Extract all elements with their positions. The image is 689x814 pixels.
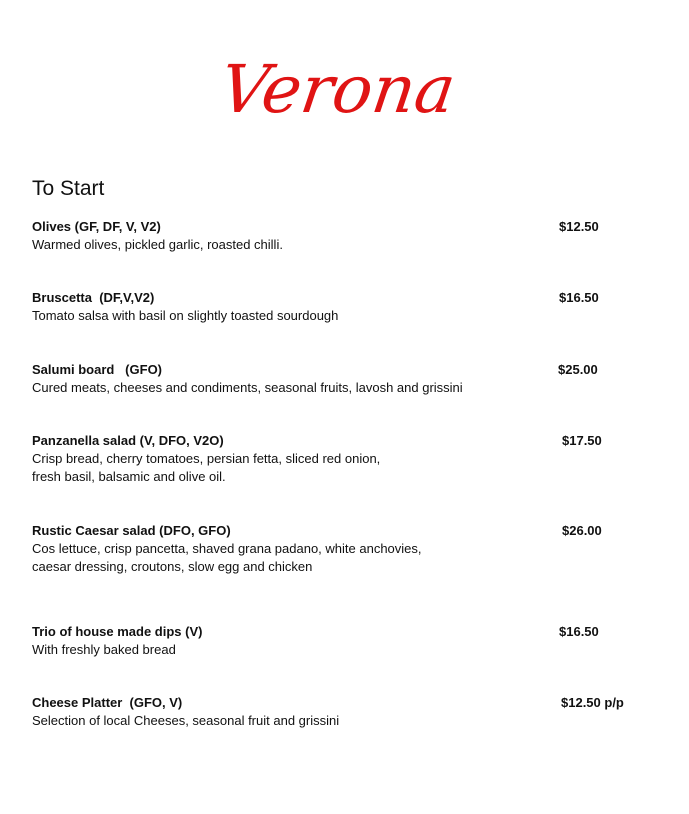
item-name: Trio of house made dips (V) bbox=[32, 624, 203, 639]
item-price: $12.50 p/p bbox=[561, 695, 624, 710]
verona-logo-text: Verona bbox=[214, 50, 460, 128]
item-description bbox=[32, 540, 652, 576]
item-name: Rustic Caesar salad (DFO, GFO) bbox=[32, 523, 231, 538]
verona-logo-script bbox=[214, 38, 460, 128]
menu-item-salumi-board bbox=[32, 361, 652, 397]
menu-item-trio-of-dips bbox=[32, 623, 652, 659]
item-price: $16.50 bbox=[559, 624, 599, 639]
item-description-line: Selection of local Cheeses, seasonal fruit and grissini bbox=[32, 713, 340, 728]
item-description-line: Tomato salsa with basil on slightly toasted sourdough bbox=[32, 308, 339, 323]
item-description-line: Warmed olives, pickled garlic, roasted chilli. bbox=[32, 237, 283, 252]
section-title: To Start bbox=[32, 177, 105, 200]
item-description-line: Cos lettuce, crisp pancetta, shaved grana padano, white anchovies, bbox=[32, 541, 422, 556]
verona-logo bbox=[0, 38, 689, 128]
item-description bbox=[32, 307, 652, 325]
item-name: Salumi board (GFO) bbox=[32, 362, 163, 377]
menu-item-olives bbox=[32, 218, 652, 254]
item-name: Panzanella salad (V, DFO, V2O) bbox=[32, 433, 224, 448]
item-description-line: Crisp bread, cherry tomatoes, persian fetta, sliced red onion, bbox=[32, 451, 381, 466]
item-price: $25.00 bbox=[558, 362, 598, 377]
item-description-line: Cured meats, cheeses and condiments, seasonal fruits, lavosh and grissini bbox=[32, 380, 463, 395]
item-description bbox=[32, 379, 652, 397]
item-description-line: caesar dressing, croutons, slow egg and chicken bbox=[32, 559, 313, 574]
item-description bbox=[32, 712, 652, 730]
menu-item-cheese-platter bbox=[32, 694, 652, 730]
item-price: $12.50 bbox=[559, 219, 599, 234]
item-name: Olives (GF, DF, V, V2) bbox=[32, 219, 161, 234]
item-price: $26.00 bbox=[562, 523, 602, 538]
item-name: Cheese Platter (GFO, V) bbox=[32, 695, 183, 710]
item-description-line: With freshly baked bread bbox=[32, 642, 176, 657]
item-name: Bruscetta (DF,V,V2) bbox=[32, 290, 155, 305]
item-price: $17.50 bbox=[562, 433, 602, 448]
item-description-line: fresh basil, balsamic and olive oil. bbox=[32, 469, 226, 484]
menu-item-bruscetta bbox=[32, 289, 652, 325]
menu-item-rustic-caesar-salad bbox=[32, 522, 652, 576]
item-description bbox=[32, 236, 652, 254]
item-price: $16.50 bbox=[559, 290, 599, 305]
menu-item-panzanella-salad bbox=[32, 432, 652, 486]
item-description bbox=[32, 450, 652, 486]
item-description bbox=[32, 641, 652, 659]
